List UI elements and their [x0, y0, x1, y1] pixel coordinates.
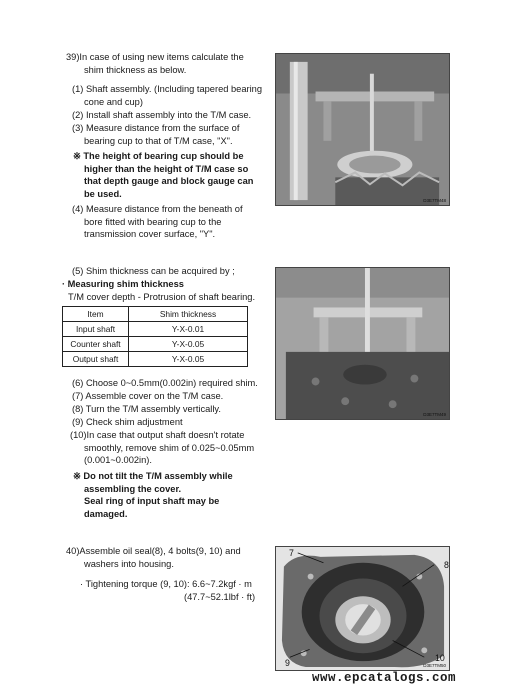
step-line: (7) Assemble cover on the T/M case. [72, 391, 224, 401]
step39-item-1 [72, 83, 262, 108]
step39-item-line: transmission cover surface, "Y". [84, 229, 216, 240]
step39-item-line: bearing cup to that of T/M case, "X". [84, 135, 233, 146]
cover-note-line: ※ Do not tilt the T/M assembly while [73, 471, 233, 481]
step39-note-line: ※ The height of bearing cup should be [73, 151, 244, 161]
measuring-heading-text: · Measuring shim thickness [62, 279, 184, 289]
step39-note-line: that depth gauge and block gauge can [84, 176, 254, 187]
step39-item-line: bore fitted with bearing cup to the [84, 216, 222, 227]
step-line: (6) Choose 0~0.5mm(0.002in) required shim. [72, 378, 258, 388]
tightening-torque [80, 578, 255, 603]
figure-1-code: D3E7TM48 [423, 198, 446, 203]
table-header-shim: Shim thickness [129, 307, 248, 322]
callout-9: 9 [285, 658, 290, 668]
step39-item-line: (4) Measure distance from the beneath of [72, 204, 243, 214]
figure-1-illustration [276, 54, 449, 205]
cover-note-line: damaged. [84, 508, 128, 519]
step39-note-line: higher than the height of T/M case so [84, 163, 249, 174]
step39-item-4 [72, 203, 243, 241]
step40-line: washers into housing. [84, 558, 174, 569]
table-row [63, 337, 248, 352]
step-line: (0.001~0.002in). [84, 455, 152, 466]
step39-intro-line: shim thickness as below. [84, 64, 187, 75]
torque-line: · Tightening torque (9, 10): 6.6~7.2kgf · m [80, 579, 252, 589]
figure-2-illustration [276, 268, 449, 419]
shim-thickness-table [62, 306, 248, 367]
measuring-subheading [68, 291, 255, 304]
step-line: (8) Turn the T/M assembly vertically. [72, 404, 221, 414]
table-header-item: Item [63, 307, 129, 322]
watermark: www.epcatalogs.com [312, 671, 457, 685]
cover-note-line: assembling the cover. [84, 483, 182, 494]
table-row [63, 322, 248, 337]
step-6 [72, 377, 258, 390]
measuring-heading [62, 278, 184, 291]
callout-8: 8 [444, 560, 449, 570]
step39-intro-line: 39)In case of using new items calculate the [66, 52, 244, 62]
table-cell-item: Counter shaft [63, 337, 129, 352]
step5-text: (5) Shim thickness can be acquired by ; [72, 266, 235, 276]
step40-line: 40)Assemble oil seal(8), 4 bolts(9, 10) and [66, 546, 241, 556]
step-7 [72, 390, 223, 403]
step-line: (10)In case that output shaft doesn't rotate [70, 430, 245, 440]
step39-item-2 [72, 109, 251, 122]
table-cell-item: Output shaft [63, 352, 129, 367]
table-cell-shim: Y-X-0.05 [129, 352, 248, 367]
figure-3-illustration [276, 547, 449, 670]
callout-7: 7 [289, 548, 294, 558]
figure-2-code: D3E7TM49 [423, 412, 446, 417]
step39-item-line: cone and cup) [84, 96, 143, 107]
table-header-row [63, 307, 248, 322]
cover-note-line: Seal ring of input shaft may be [84, 496, 220, 507]
step39-note-line: be used. [84, 188, 122, 199]
step-line: smoothly, remove shim of 0.025~0.05mm [84, 442, 255, 453]
figure-3-code: D3E7TM50 [423, 663, 446, 668]
step-line: (9) Check shim adjustment [72, 417, 183, 427]
step5-line [72, 265, 235, 278]
step39-item-line: (2) Install shaft assembly into the T/M case. [72, 110, 252, 120]
callout-10: 10 [435, 653, 445, 663]
table-cell-shim: Y-X-0.05 [129, 337, 248, 352]
step39-note [73, 150, 253, 200]
step-8 [72, 403, 221, 416]
step39-item-3 [72, 122, 239, 147]
step-9 [72, 416, 183, 429]
table-row [63, 352, 248, 367]
step40-text [66, 545, 241, 570]
step39-intro [66, 51, 244, 76]
step39-item-line: (1) Shaft assembly. (Including tapered bearing [72, 84, 263, 94]
table-cell-item: Input shaft [63, 322, 129, 337]
measuring-subheading-text: T/M cover depth - Protrusion of shaft bearing. [68, 292, 256, 302]
figure-oil-seal-housing [275, 546, 450, 671]
table-cell-shim: Y-X-0.01 [129, 322, 248, 337]
torque-line: (47.7~52.1lbf · ft) [184, 591, 256, 602]
figure-depth-gauge-on-cover [275, 267, 450, 420]
figure-depth-gauge-on-bearing [275, 53, 450, 206]
step39-item-line: (3) Measure distance from the surface of [72, 123, 240, 133]
cover-note [73, 470, 233, 520]
step-10 [70, 429, 254, 467]
